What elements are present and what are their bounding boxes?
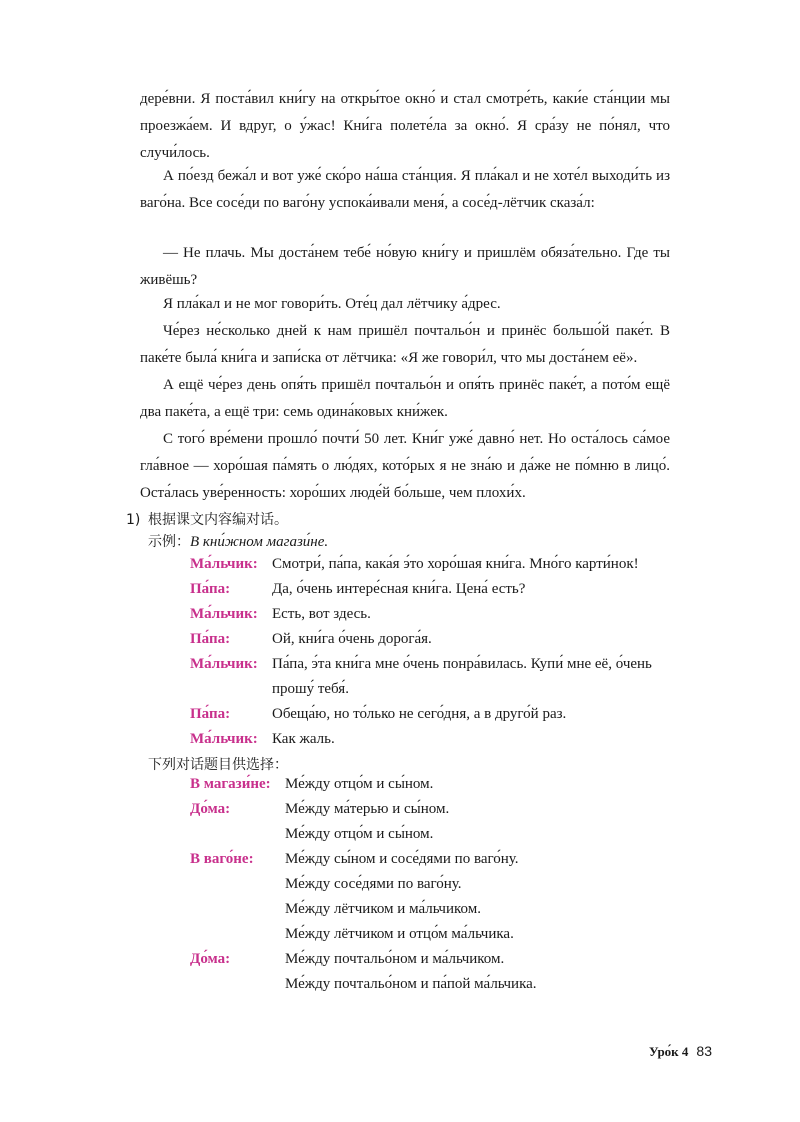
dialogue-speaker: Ма́льчик: (190, 606, 258, 622)
dialogue-speaker: Ма́льчик: (190, 656, 258, 672)
topics-heading: 下列对话题目供选择： (148, 757, 288, 773)
paragraph-4: Я пла́кал и не мог говори́ть. Оте́ц дал лётчику а́дрес. (163, 296, 501, 312)
dialogue-line (190, 552, 680, 577)
page-number: 83 (696, 1043, 712, 1059)
dialogue-text: Па́па, э́та кни́га мне о́чень понра́вилась. Купи́ мне её, о́чень прошу́ тебя́. (272, 656, 652, 697)
topic-place: В магази́не: (190, 776, 271, 792)
dialogue-text: Есть, вот здесь. (272, 606, 371, 622)
topic-participants: Ме́жду почтальо́ном и ма́льчиком. (285, 951, 505, 967)
topic-place: До́ма: (190, 801, 231, 817)
topic-participants: Ме́жду лётчиком и ма́льчиком. (285, 901, 481, 917)
topic-participants: Ме́жду почтальо́ном и па́пой ма́льчика. (285, 976, 537, 992)
exercise-text: 根据课文内容编对话。 (148, 512, 288, 528)
dialogue-line (190, 577, 680, 602)
dialogue-text: Ой, кни́га о́чень дорога́я. (272, 631, 432, 647)
topic-participants: Ме́жду сосе́дями по ваго́ну. (285, 876, 462, 892)
dialogue-speaker: Па́па: (190, 631, 231, 647)
dialogue-speaker: Ма́льчик: (190, 731, 258, 747)
dialogue-line (190, 602, 680, 627)
dialogue-line (190, 652, 680, 702)
topic-participants: Ме́жду лётчиком и отцо́м ма́льчика. (285, 926, 514, 942)
dialogue-text: Да, о́чень интере́сная кни́га. Цена́ есть? (272, 581, 526, 597)
paragraph-7: С того́ вре́мени прошло́ почти́ 50 лет. Кни́г уже́ давно́ нет. Но оста́лось са́мое гла́вное — хоро́шая па́мять о лю́дях, кото́рых я не зна́ю и да́же не по́мню в лицо́. Оста́лась уве́ренность: хоро́ших люде́й бо́льше, чем плохи́х. (140, 431, 670, 501)
dialogue-line (190, 627, 680, 652)
page-footer (649, 1043, 712, 1060)
paragraph-2: А по́езд бежа́л и вот уже́ ско́ро на́ша ста́нция. Я пла́кал и не хоте́л выходи́ть из ваго́на. Все сосе́ди по ваго́ну успока́ивали меня́, а сосе́д-лётчик сказа́л: (140, 168, 670, 211)
exercise-number: 1) (126, 512, 141, 528)
dialogue-text: Как жаль. (272, 731, 335, 747)
dialogue-line (190, 702, 680, 727)
dialogue-speaker: Па́па: (190, 581, 231, 597)
dialogue-text: Обеща́ю, но то́лько не сего́дня, а в друго́й раз. (272, 706, 567, 722)
example-heading (148, 531, 328, 551)
dialogue-speaker: Па́па: (190, 706, 231, 722)
paragraph-6: А ещё че́рез день опя́ть пришёл почтальо́н и опя́ть принёс паке́т, а пото́м ещё два паке́та, а ещё три: семь одина́ковых кни́жек. (140, 377, 670, 420)
dialogue-speaker: Ма́льчик: (190, 556, 258, 572)
paragraph-3: — Не плачь. Мы доста́нем тебе́ но́вую кни́гу и пришлём обяза́тельно. Где ты живёшь? (140, 245, 670, 288)
paragraph-1: дере́вни. Я поста́вил кни́гу на откры́тое окно́ и стал смотре́ть, каки́е ста́нции мы проезжа́ем. И вдруг, о у́жас! Кни́га полете́ла за окно́. Я сра́зу не по́нял, что случи́лось. (140, 91, 670, 161)
topic-participants: Ме́жду отцо́м и сы́ном. (285, 826, 434, 842)
topic-participants: Ме́жду ма́терью и сы́ном. (285, 801, 450, 817)
dialogue-text: Смотри́, па́па, кака́я э́то хоро́шая кни́га. Мно́го карти́нок! (272, 556, 639, 572)
topic-place: В ваго́не: (190, 851, 254, 867)
example-topic: В кни́жном магази́не. (190, 534, 329, 550)
exercise-instruction (126, 509, 288, 529)
topic-participants: Ме́жду сы́ном и сосе́дями по ваго́ну. (285, 851, 519, 867)
topic-participants: Ме́жду отцо́м и сы́ном. (285, 776, 434, 792)
paragraph-5: Че́рез не́сколько дней к нам пришёл почтальо́н и принёс большо́й паке́т. В паке́те была́ кни́га и запи́ска от лётчика: «Я же говори́л, что мы доста́нем её». (140, 323, 670, 366)
example-label: 示例： (148, 534, 190, 550)
topic-place: До́ма: (190, 951, 231, 967)
dialogue-line (190, 727, 680, 752)
example-dialogue (190, 552, 680, 752)
lesson-label: Уро́к 4 (648, 1044, 689, 1059)
